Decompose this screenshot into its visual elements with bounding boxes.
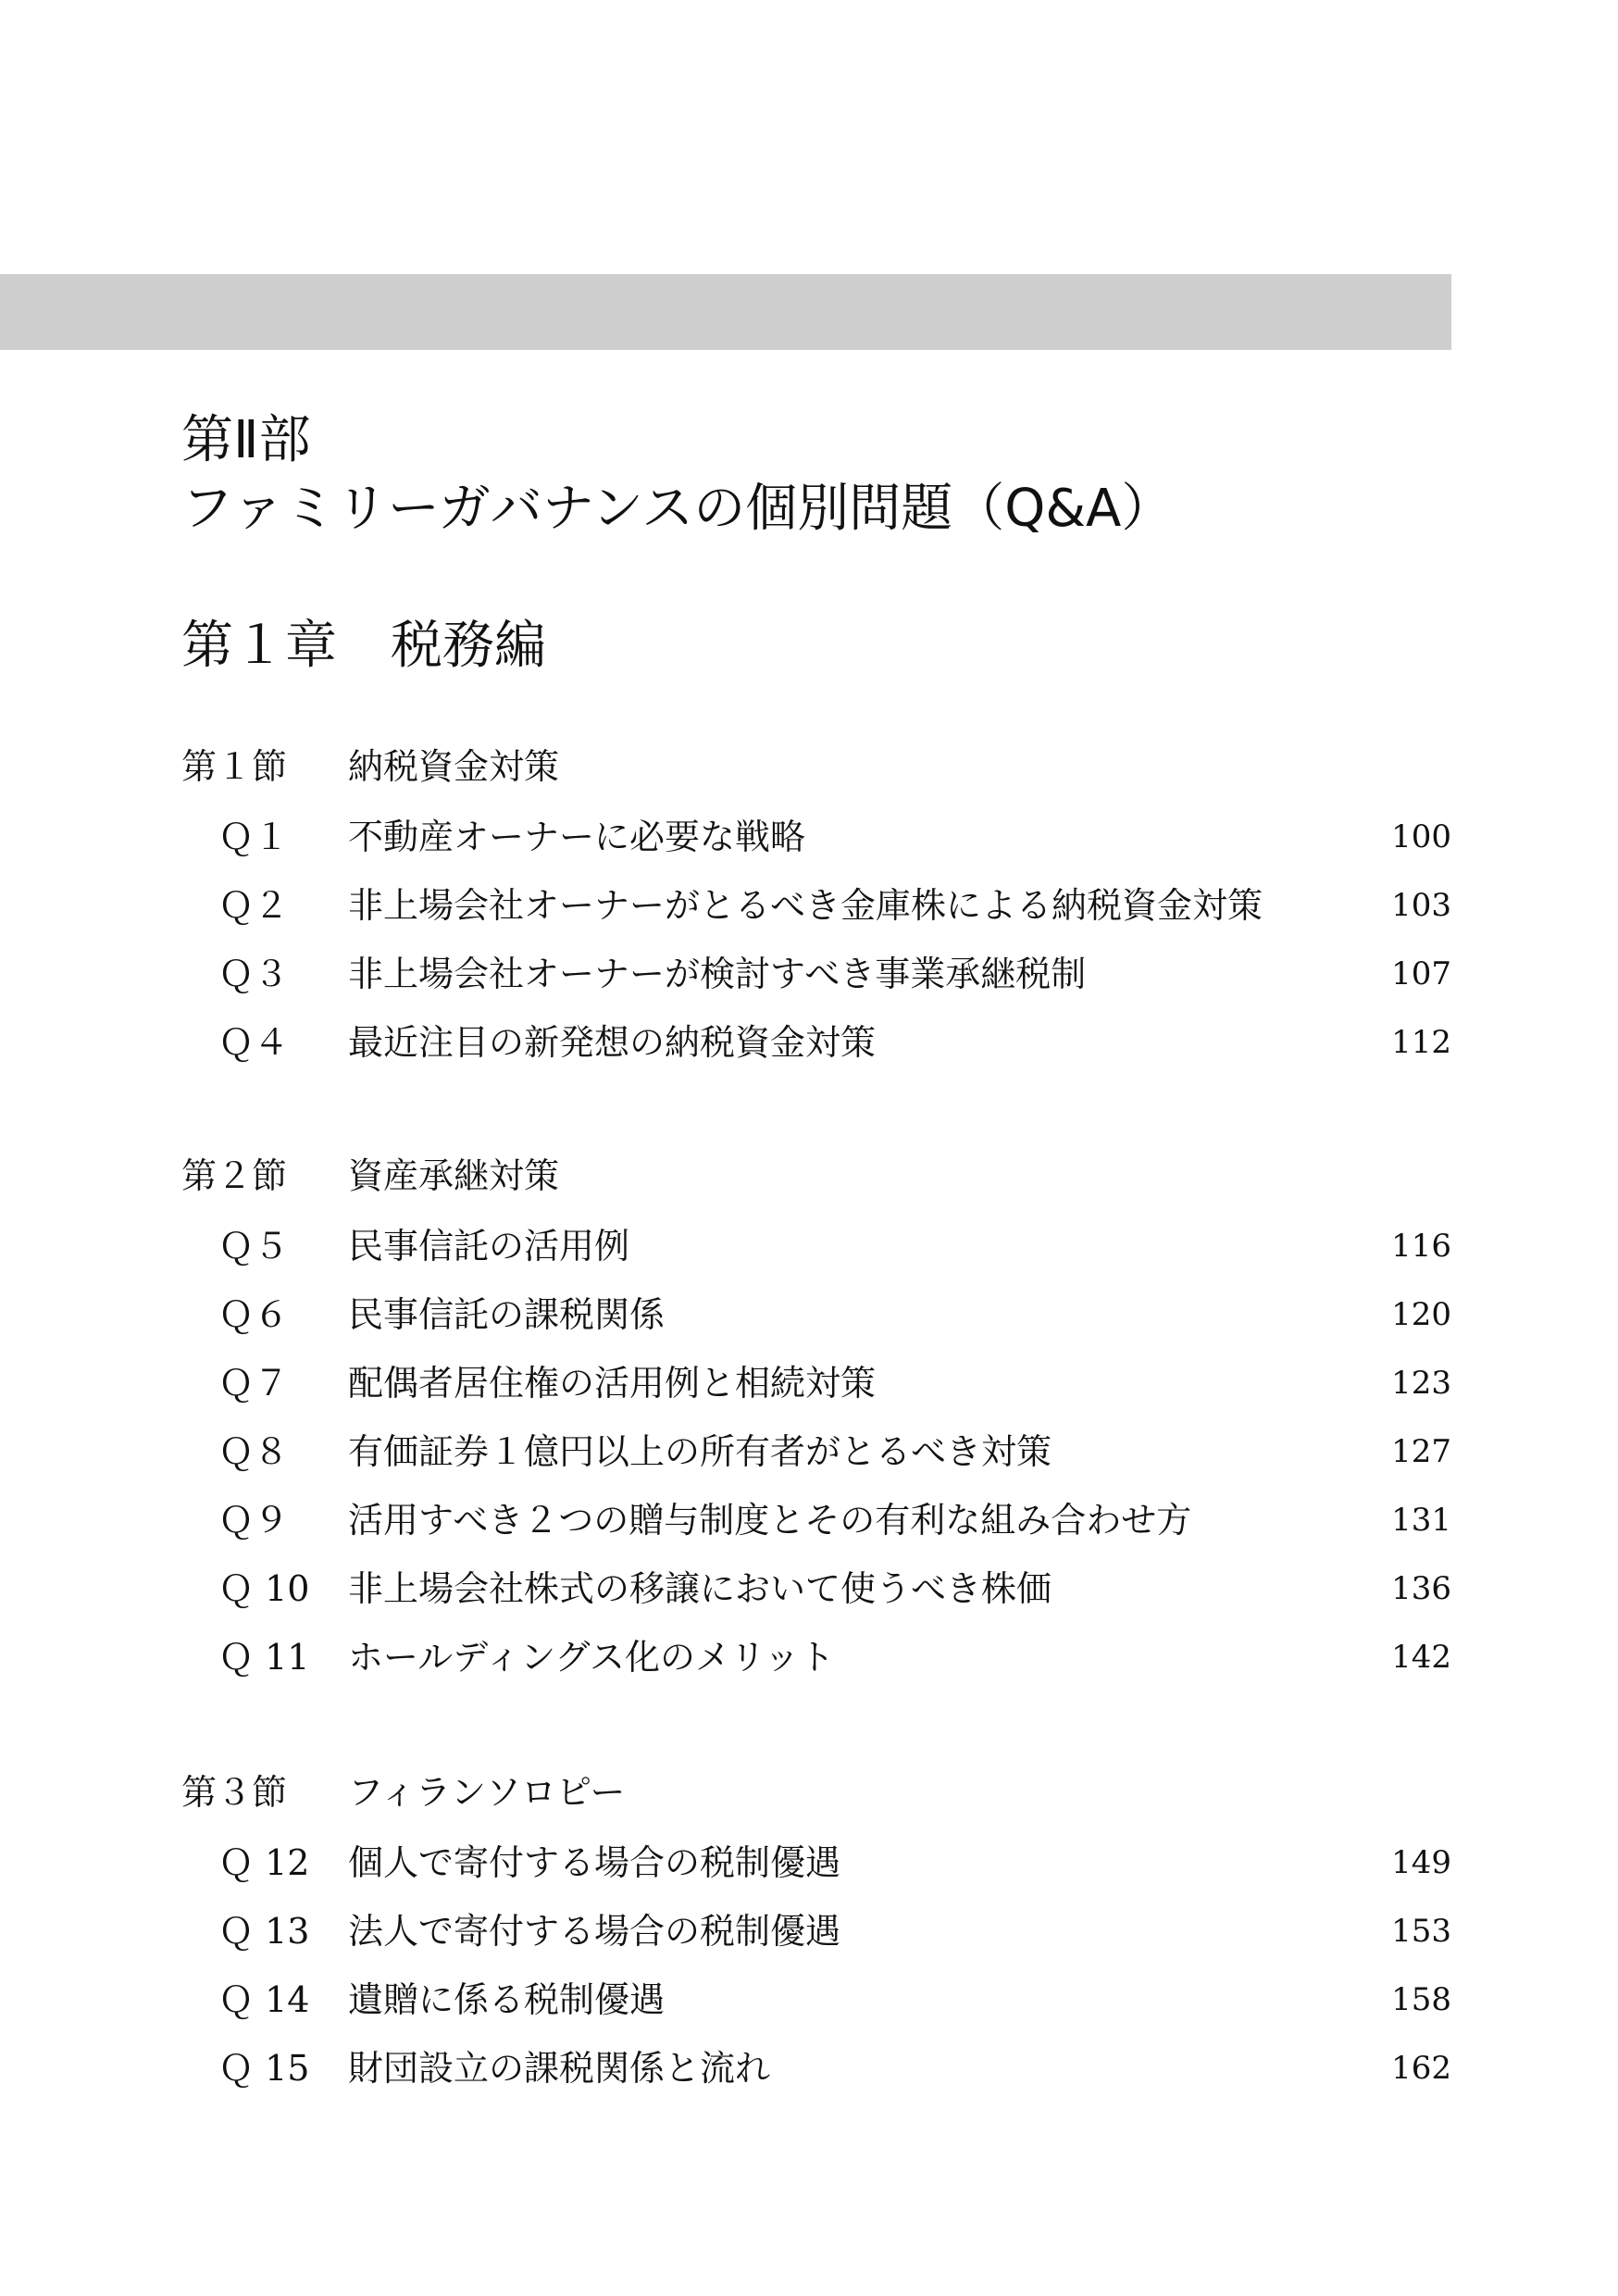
question-number: Ｑ１ [218,817,290,857]
question-number: Ｑ６ [218,1294,290,1335]
chapter-label: 第１章 [181,616,337,676]
question-title: 遺贈に係る税制優遇 [348,1979,666,2020]
question-title: 個人で寄付する場合の税制優遇 [348,1842,841,1883]
page-number: 142 [1391,1639,1451,1676]
header-band [0,274,1451,350]
question-number: Ｑ 10 [218,1568,310,1609]
section-label: 第３節 [181,1772,288,1813]
question-number: Ｑ９ [218,1500,290,1541]
question-title: 有価証券１億円以上の所有者がとるべき対策 [348,1431,1052,1472]
question-number: Ｑ８ [218,1431,290,1472]
page-number: 136 [1391,1570,1451,1607]
question-number: Ｑ４ [218,1022,290,1063]
page-number: 123 [1391,1365,1451,1402]
page-number: 149 [1391,1844,1451,1881]
question-number: Ｑ 15 [218,2048,310,2089]
page-number: 103 [1391,887,1451,924]
page-number: 100 [1391,818,1451,855]
section-heading [181,1148,559,1204]
page-number: 116 [1391,1228,1451,1265]
part-title: ファミリーガバナンスの個別問題（Q&A） [181,479,1174,539]
chapter-heading [181,613,546,680]
question-title: 財団設立の課税関係と流れ [348,2048,771,2089]
page-number: 158 [1391,1981,1451,2018]
page-number: 112 [1391,1024,1451,1061]
page-number: 120 [1391,1296,1451,1333]
section-heading [181,1765,625,1820]
part-label: 第Ⅱ部 [181,410,311,470]
question-number: Ｑ 13 [218,1911,310,1952]
question-title: 最近注目の新発想の納税資金対策 [348,1022,877,1063]
question-number: Ｑ 12 [218,1842,310,1883]
section-title: 納税資金対策 [348,746,560,787]
question-title: 民事信託の課税関係 [348,1294,666,1335]
question-title: 民事信託の活用例 [348,1226,630,1267]
page-number: 107 [1391,955,1451,992]
question-title: 非上場会社株式の移譲において使うべき株価 [348,1568,1052,1609]
question-title: 活用すべき２つの贈与制度とその有利な組み合わせ方 [348,1500,1192,1541]
question-title: 不動産オーナーに必要な戦略 [348,817,806,857]
question-title: ホールディングス化のメリット [348,1637,835,1678]
page-number: 162 [1391,2050,1451,2087]
question-number: Ｑ 11 [218,1637,310,1678]
page-number: 153 [1391,1913,1451,1950]
question-title: 非上場会社オーナーがとるべき金庫株による納税資金対策 [348,885,1263,926]
question-title: 非上場会社オーナーが検討すべき事業承継税制 [348,954,1087,994]
question-title: 配偶者居住権の活用例と相続対策 [348,1363,877,1404]
section-label: 第２節 [181,1155,288,1196]
section-title: 資産承継対策 [348,1155,560,1196]
question-title: 法人で寄付する場合の税制優遇 [348,1911,841,1952]
section-title: フィランソロピー [348,1772,626,1813]
question-number: Ｑ 14 [218,1979,310,2020]
chapter-title: 税務編 [391,616,546,676]
page-number: 127 [1391,1433,1451,1470]
question-number: Ｑ７ [218,1363,290,1404]
section-heading [181,739,559,794]
question-number: Ｑ５ [218,1226,290,1267]
question-number: Ｑ３ [218,954,290,994]
page-number: 131 [1391,1502,1451,1539]
question-number: Ｑ２ [218,885,290,926]
section-label: 第１節 [181,746,288,787]
